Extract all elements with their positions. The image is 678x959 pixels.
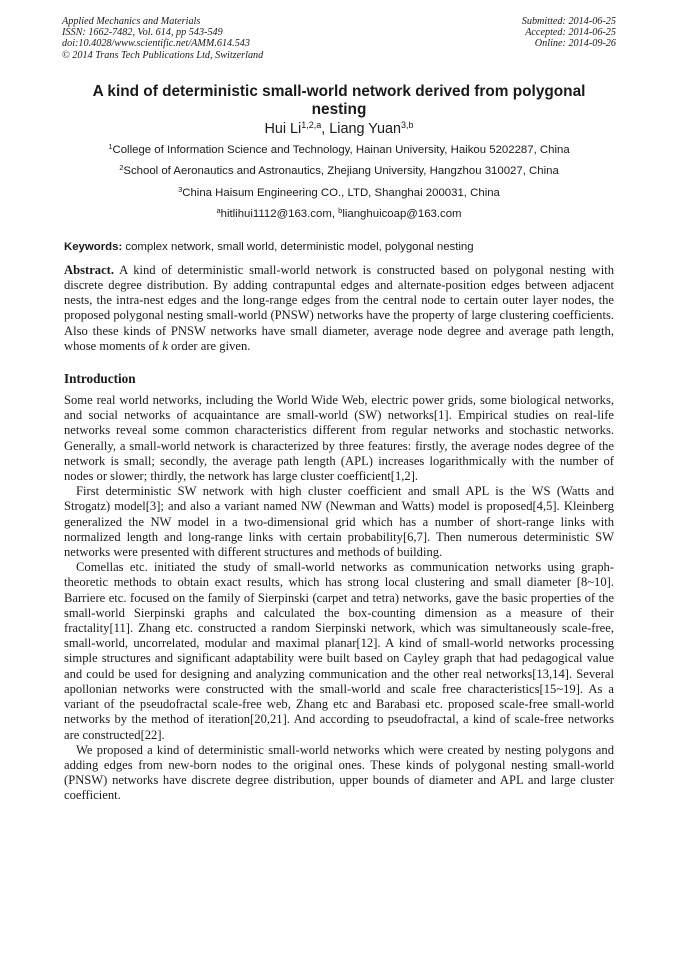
submission-dates	[522, 16, 616, 61]
email-address: hitlihui1112@163.com,	[220, 208, 339, 221]
author-line	[64, 120, 614, 138]
copyright-line: © 2014 Trans Tech Publications Ltd, Switzerland	[62, 49, 264, 61]
keywords-text: complex network, small world, deterministic model, polygonal nesting	[122, 240, 474, 253]
affiliation-marker: 1	[108, 141, 113, 151]
body-paragraph: Comellas etc. initiated the study of small-world networks as communication networks using graph-theoretic methods to obtain exact results, which has strong local clustering and small diameter [8~10]. Barriere etc. focused on the family of Sierpinski (carpet and tetra) networks, gave the basic properties of the small-world Sierpinski graphs and calculated the box-counting dimension as a measure of their fractality[11]. Zhang etc. constructed a random Sierpinski network, which was simultaneously scale-free, small-world, uncorrelated, modular and maximal planar[12]. A kind of small-world networks processing simple structures and significant adaptability were built based on Cayley graph that had pedagogical value and could be used for designing and analyzing communication and the other real networks[13,14]. Several apollonian networks were constructed with the small-world and scale free characteristics[15~19]. As a variant of the pseudofractal scale-free web, Zhang etc and Barabasi etc. proposed scale-free small-world networks by the method of iteration[20,21]. And according to pseudofractal, a kind of scale-free networks are constructed[22].	[64, 560, 614, 742]
author-separator: ,	[321, 120, 330, 137]
email-marker: a	[216, 206, 221, 216]
affiliation-line	[64, 140, 614, 162]
email-marker: b	[338, 206, 343, 216]
keywords-label: Keywords:	[64, 240, 123, 253]
journal-name: Applied Mechanics and Materials	[62, 16, 201, 27]
affiliations	[64, 140, 614, 226]
submitted-date: Submitted: 2014-06-25	[521, 16, 616, 27]
affiliation-line	[64, 161, 614, 183]
abstract-label: Abstract.	[64, 262, 115, 277]
abstract-k-variable: k	[162, 338, 168, 353]
email-line	[64, 204, 614, 226]
author-name: Liang Yuan	[329, 120, 402, 137]
issn-line: ISSN: 1662-7482, Vol. 614, pp 543-549	[62, 27, 223, 39]
body-paragraph: First deterministic SW network with high cluster coefficient and small APL is the WS (Watts and Strogatz) model[3]; and also a variant named NW (Newman and Watts) model is proposed[4,5]. Kleinberg generalized the NW model in a two-dimensional grid which has a number of short-range links with normalized length and long-range links with certain probability[6,7]. Then numerous deterministic SW networks were presented with different structures and methods of building.	[64, 484, 614, 560]
paper-title: A kind of deterministic small-world network derived from polygonal nesting	[92, 82, 586, 118]
accepted-date: Accepted: 2014-06-25	[525, 27, 616, 39]
body-paragraph: Some real world networks, including the World Wide Web, electric power grids, some biological networks, and social networks of acquaintance are small-world (SW) networks[1]. Empirical studies on real-life networks reveal some common characteristics different from regular networks and stochastic networks. Generally, a small-world network is characterized by three features: firstly, the average nodes degree of the network is small; secondly, the average path length (APL) increases logarithmically with the number of nodes or slower; thirdly, the network has large cluster coefficient[1,2].	[64, 393, 614, 484]
doi-line: doi:10.4028/www.scientific.net/AMM.614.543	[62, 38, 250, 50]
affiliation-text: School of Aeronautics and Astronautics, Zhejiang University, Hangzhou 310027, China	[123, 165, 559, 178]
email-address: lianghuicoap@163.com	[342, 208, 462, 221]
keywords	[64, 240, 614, 254]
affiliation-marker: 2	[119, 163, 124, 173]
abstract-text-end: order are given.	[167, 338, 251, 353]
affiliation-text: China Haisum Engineering CO., LTD, Shanghai 200031, China	[182, 186, 500, 199]
abstract	[64, 263, 614, 354]
author-affiliation-marker: 3,b	[401, 119, 414, 130]
affiliation-line	[64, 183, 614, 205]
online-date: Online: 2014-09-26	[534, 38, 616, 50]
body-paragraph: We proposed a kind of deterministic small-world networks which were created by nesting polygons and adding edges from new-born nodes to the original ones. These kinds of polygonal nesting small-world (PNSW) networks have discrete degree distribution, upper bounds of diameter and APL and large cluster coefficient.	[64, 742, 614, 803]
author-affiliation-marker: 1,2,a	[301, 119, 322, 130]
affiliation-marker: 3	[178, 184, 183, 194]
journal-header	[62, 16, 616, 61]
publication-info	[62, 16, 263, 61]
author-name: Hui Li	[264, 120, 302, 137]
affiliation-text: College of Information Science and Technology, Hainan University, Haikou 5202287, China	[112, 143, 570, 156]
abstract-text: A kind of deterministic small-world network is constructed based on polygonal nesting with discrete degree distribution. By adding contrapuntal edges and alternate-position edges between adjacent nests, the intra-nest edges and the long-range edges from the central node to certain outer layer nodes, the proposed polygonal nesting small-world (PNSW) networks have the property of large clustering coefficients. Also these kinds of PNSW networks have small diameter, average node degree and average path length, whose moments of	[64, 262, 614, 353]
introduction-heading: Introduction	[64, 371, 136, 387]
